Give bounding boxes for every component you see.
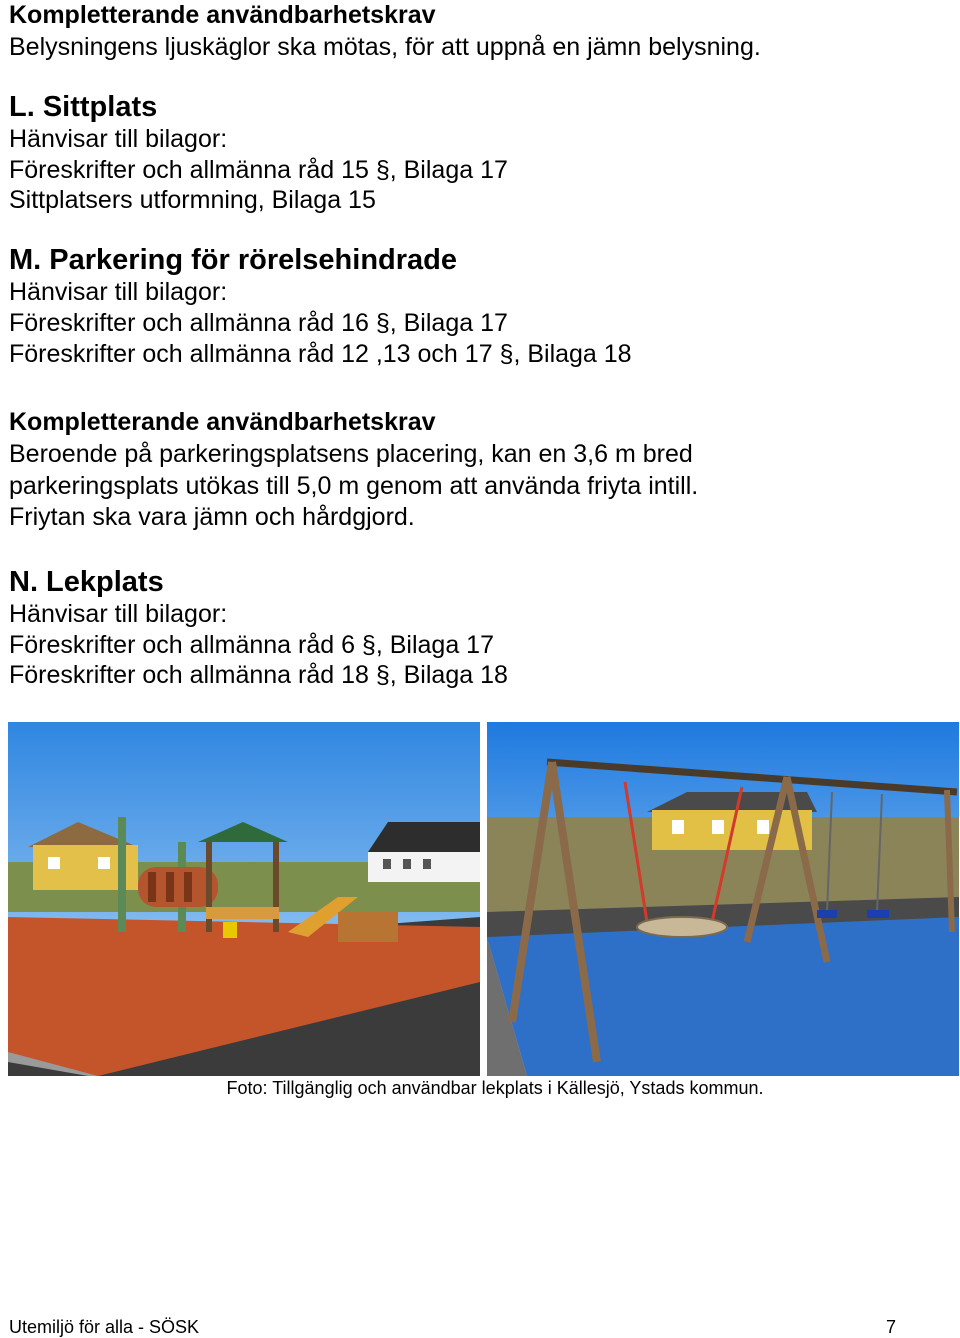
section-m-extra-line-3: Friytan ska vara jämn och hårdgjord. (9, 503, 415, 531)
section-m-extra-line-2: parkeringsplats utökas till 5,0 m genom att använda friyta intill. (9, 472, 699, 500)
footer-title: Utemiljö för alla - SÖSK (9, 1317, 200, 1337)
section-m-extra-line-1: Beroende på parkeringsplatsens placering, kan en 3,6 m bred (9, 440, 693, 468)
section-m-extra-heading: Kompletterande användbarhetskrav (9, 408, 436, 436)
section-k-text: Belysningens ljuskäglor ska mötas, för att uppnå en jämn belysning. (9, 33, 761, 61)
section-m-title: M. Parkering för rörelsehindrade (9, 244, 458, 276)
swing-set-photo-right (487, 722, 959, 1076)
section-m-refs-label: Hänvisar till bilagor: (9, 278, 228, 306)
section-l-ref-2: Sittplatsers utformning, Bilaga 15 (9, 186, 376, 214)
section-k-heading: Kompletterande användbarhetskrav (9, 1, 436, 29)
section-n-title: N. Lekplats (9, 566, 164, 598)
section-n-ref-1: Föreskrifter och allmänna råd 6 §, Bilaga 17 (9, 631, 494, 659)
section-l-title: L. Sittplats (9, 91, 158, 123)
section-n-ref-2: Föreskrifter och allmänna råd 18 §, Bilaga 18 (9, 661, 508, 689)
playground-photo-left (8, 722, 480, 1076)
photo-caption: Foto: Tillgänglig och användbar lekplats i Källesjö, Ystads kommun. (226, 1078, 764, 1098)
section-m-ref-2: Föreskrifter och allmänna råd 12 ,13 och 17 §, Bilaga 18 (9, 340, 632, 368)
page-number: 7 (886, 1317, 897, 1337)
section-m-ref-1: Föreskrifter och allmänna råd 16 §, Bilaga 17 (9, 309, 508, 337)
section-l-ref-1: Föreskrifter och allmänna råd 15 §, Bilaga 17 (9, 156, 508, 184)
section-n-refs-label: Hänvisar till bilagor: (9, 600, 228, 628)
section-l-refs-label: Hänvisar till bilagor: (9, 125, 228, 153)
